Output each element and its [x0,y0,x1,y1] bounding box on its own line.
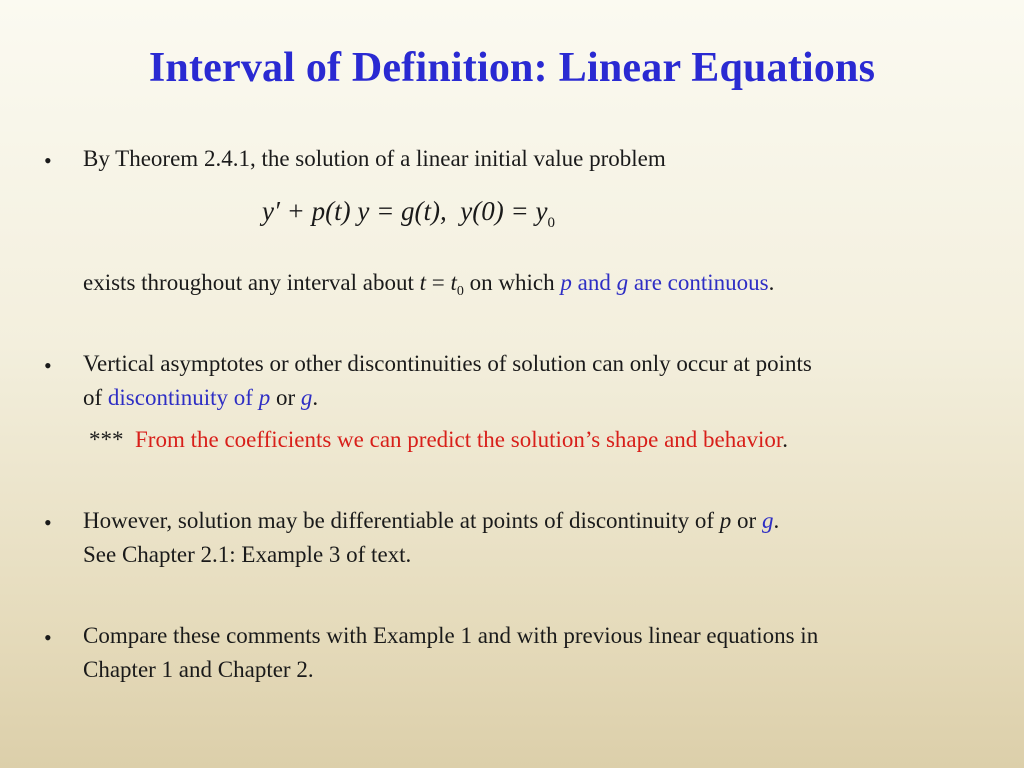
note-highlight: From the coefficients we can predict the solution’s shape and behavior [135,427,783,452]
var-t: t [419,270,427,295]
bullet-4-text: Compare these comments with Example 1 and with previous linear equations in [83,623,819,648]
text-run: are continuous [628,270,769,295]
var-g: g [761,508,774,533]
var-p: p [719,508,732,533]
text-run: and [571,270,617,295]
text-run: . [768,270,775,295]
text-run: or [270,385,301,410]
var-p: p [560,270,572,295]
bullet-3-continuation: See Chapter 2.1: Example 3 of text. [83,542,412,567]
title-part-2: Linear Equations [558,45,876,91]
var-t0: t [450,270,457,295]
equation-subscript: 0 [547,215,555,231]
text-run: on which [463,270,561,295]
bullet-1-text: By Theorem 2.4.1, the solution of a linear initial value problem [83,146,666,171]
slide-title [0,44,1024,92]
text-run: . [773,508,780,533]
text-run: of [83,385,108,410]
ivp-equation [262,196,555,232]
bullet-marker: • [44,510,52,535]
note-stars: *** [89,427,124,452]
bullet-marker: • [44,148,52,173]
bullet-4-continuation: Chapter 1 and Chapter 2. [83,657,314,682]
text-run: However, solution may be differentiable at points of discontinuity of [83,508,720,533]
subscript: 0 [456,284,464,299]
bullet-2-text: Vertical asymptotes or other discontinuities of solution can only occur at points [83,351,812,376]
text-run: discontinuity of [107,385,259,410]
text-run: exists throughout any interval about [83,270,420,295]
text-run: = [426,270,451,295]
bullet-marker: • [44,353,52,378]
bullet-2-continuation [83,385,318,411]
bullet-2-note [89,427,788,453]
bullet-1-continuation [83,270,774,300]
equation-main: y′ + p(t) y = g(t), [262,196,447,226]
bullet-marker: • [44,625,52,650]
equation-initial-condition: y(0) = y [460,196,548,226]
var-g: g [616,270,629,295]
var-g: g [300,385,313,410]
bullet-3-text [83,508,779,534]
var-p: p [258,385,271,410]
text-run: . [312,385,319,410]
text-run: . [782,427,788,452]
text-run: or [731,508,762,533]
title-part-1: Interval of Definition: [148,45,548,91]
